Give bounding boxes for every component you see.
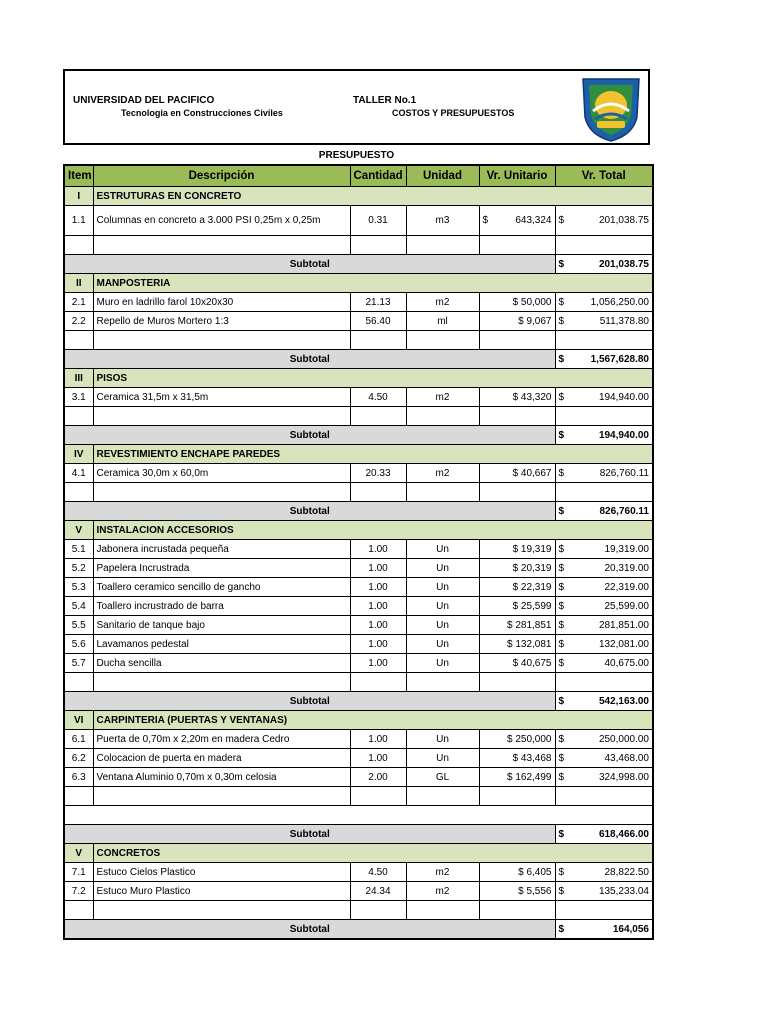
currency-symbol: $ (558, 771, 565, 783)
subtotal-label: Subtotal (64, 502, 555, 521)
currency-symbol: $ (558, 695, 565, 707)
item-number: 5.4 (64, 597, 93, 616)
unit-price-value: 643,324 (515, 215, 552, 226)
item-quantity: 1.00 (350, 654, 406, 673)
item-unit: m3 (406, 206, 479, 236)
col-header-unitario: Vr. Unitario (479, 165, 555, 187)
item-quantity: 1.00 (350, 730, 406, 749)
subtotal-amount: 542,163.00 (598, 695, 649, 707)
subtotal-amount: 618,466.00 (598, 828, 649, 840)
col-header-cantidad: Cantidad (350, 165, 406, 187)
subtotal-amount: 1,567,628.80 (590, 353, 649, 365)
currency-symbol: $ (558, 923, 565, 935)
item-description: Columnas en concreto a 3.000 PSI 0,25m x 0,25m (93, 206, 350, 236)
item-quantity: 21.13 (350, 293, 406, 312)
item-number: 1.1 (64, 206, 93, 236)
item-total (555, 616, 653, 635)
item-unit-price: $ 6,405 (479, 863, 555, 882)
item-quantity: 1.00 (350, 749, 406, 768)
item-description: Estuco Muro Plastico (93, 882, 350, 901)
item-total-value: 194,940.00 (598, 391, 649, 403)
subtotal-label: Subtotal (64, 350, 555, 369)
currency-symbol: $ (558, 657, 565, 669)
item-unit-price: $ 281,851 (479, 616, 555, 635)
item-total-value: 19,319.00 (604, 543, 649, 555)
item-description: Repello de Muros Mortero 1:3 (93, 312, 350, 331)
item-description: Sanitario de tanque bajo (93, 616, 350, 635)
item-unit: Un (406, 540, 479, 559)
item-unit: Un (406, 616, 479, 635)
empty-cell (406, 407, 479, 426)
empty-cell (555, 901, 653, 920)
item-description: Toallero incrustrado de barra (93, 597, 350, 616)
blank-row (64, 483, 653, 502)
item-unit: m2 (406, 464, 479, 483)
item-total-value: 281,851.00 (598, 619, 649, 631)
subtotal-row (64, 920, 653, 940)
item-total (555, 464, 653, 483)
section-number: I (64, 187, 93, 206)
blank-row (64, 806, 653, 825)
item-quantity: 20.33 (350, 464, 406, 483)
item-quantity: 4.50 (350, 863, 406, 882)
item-total (555, 293, 653, 312)
blank-row (64, 673, 653, 692)
item-description: Puerta de 0,70m x 2,20m en madera Cedro (93, 730, 350, 749)
item-total-value: 250,000.00 (598, 733, 649, 745)
item-total (555, 635, 653, 654)
currency-symbol: $ (558, 562, 565, 574)
section-name: ESTRUTURAS EN CONCRETO (93, 187, 653, 206)
subtotal-value (555, 825, 653, 844)
section-number: III (64, 369, 93, 388)
currency-symbol: $ (558, 752, 565, 764)
item-total (555, 597, 653, 616)
currency-symbol: $ (558, 619, 565, 631)
item-description: Muro en ladrillo farol 10x20x30 (93, 293, 350, 312)
item-total-value: 28,822.50 (604, 866, 649, 878)
item-unit-price: $ 40,667 (479, 464, 555, 483)
item-description: Ducha sencilla (93, 654, 350, 673)
item-number: 7.2 (64, 882, 93, 901)
item-description: Ceramica 31,5m x 31,5m (93, 388, 350, 407)
item-total-value: 25,599.00 (604, 600, 649, 612)
budget-table (63, 164, 654, 940)
item-unit-price: $ 20,319 (479, 559, 555, 578)
item-quantity: 1.00 (350, 540, 406, 559)
item-unit-price: $ 250,000 (479, 730, 555, 749)
table-row (64, 635, 653, 654)
currency-symbol: $ (558, 215, 565, 226)
item-total (555, 578, 653, 597)
table-row (64, 863, 653, 882)
empty-cell (479, 673, 555, 692)
section-row (64, 187, 653, 206)
subtotal-amount: 826,760.11 (599, 505, 649, 517)
section-name: MANPOSTERIA (93, 274, 653, 293)
blank-row (64, 331, 653, 350)
item-unit-price: $ 50,000 (479, 293, 555, 312)
section-number: V (64, 521, 93, 540)
item-unit: Un (406, 749, 479, 768)
item-number: 2.2 (64, 312, 93, 331)
empty-cell (64, 407, 93, 426)
section-name: CARPINTERIA (PUERTAS Y VENTANAS) (93, 711, 653, 730)
item-quantity: 1.00 (350, 597, 406, 616)
empty-cell (406, 236, 479, 255)
table-row (64, 464, 653, 483)
empty-cell (350, 236, 406, 255)
currency-symbol: $ (558, 866, 565, 878)
col-header-unidad: Unidad (406, 165, 479, 187)
table-row (64, 749, 653, 768)
table-row (64, 578, 653, 597)
empty-cell (64, 901, 93, 920)
table-row (64, 597, 653, 616)
currency-symbol: $ (558, 429, 565, 441)
empty-cell (93, 901, 350, 920)
table-header-row (64, 165, 653, 187)
subtotal-row (64, 692, 653, 711)
item-unit: m2 (406, 388, 479, 407)
item-unit: Un (406, 730, 479, 749)
item-number: 5.7 (64, 654, 93, 673)
empty-cell (555, 407, 653, 426)
item-description: Colocacion de puerta en madera (93, 749, 350, 768)
item-quantity: 1.00 (350, 635, 406, 654)
item-description: Lavamanos pedestal (93, 635, 350, 654)
item-unit-price: $ 132,081 (479, 635, 555, 654)
empty-cell (64, 236, 93, 255)
subtotal-row (64, 426, 653, 445)
item-unit-price: $ 22,319 (479, 578, 555, 597)
item-total-value: 40,675.00 (604, 657, 649, 669)
item-quantity: 1.00 (350, 578, 406, 597)
section-row (64, 844, 653, 863)
table-row (64, 293, 653, 312)
empty-cell (350, 483, 406, 502)
empty-cell (406, 673, 479, 692)
empty-cell (406, 901, 479, 920)
item-number: 6.3 (64, 768, 93, 787)
empty-cell (64, 331, 93, 350)
table-row (64, 312, 653, 331)
empty-cell (93, 331, 350, 350)
table-row (64, 882, 653, 901)
table-row (64, 388, 653, 407)
currency-symbol: $ (558, 828, 565, 840)
subtotal-row (64, 825, 653, 844)
item-number: 6.1 (64, 730, 93, 749)
subtotal-value (555, 692, 653, 711)
currency-symbol: $ (558, 391, 565, 403)
item-number: 4.1 (64, 464, 93, 483)
section-row (64, 445, 653, 464)
empty-cell (64, 806, 653, 825)
table-row (64, 540, 653, 559)
empty-cell (479, 236, 555, 255)
workshop-title: TALLER No.1 (353, 95, 417, 106)
col-header-item: Item (64, 165, 93, 187)
subtotal-row (64, 502, 653, 521)
subtotal-value (555, 502, 653, 521)
item-total-value: 43,468.00 (604, 752, 649, 764)
document-header (63, 69, 650, 145)
item-description: Estuco Cielos Plastico (93, 863, 350, 882)
item-total (555, 312, 653, 331)
subtotal-value (555, 350, 653, 369)
currency-symbol: $ (558, 467, 565, 479)
table-row (64, 559, 653, 578)
item-unit: ml (406, 312, 479, 331)
blank-row (64, 787, 653, 806)
item-description: Jabonera incrustada pequeña (93, 540, 350, 559)
subtotal-value (555, 426, 653, 445)
course-title: COSTOS Y PRESUPUESTOS (392, 108, 515, 118)
currency-symbol: $ (558, 543, 565, 555)
section-name: CONCRETOS (93, 844, 653, 863)
item-unit-price: $ 5,556 (479, 882, 555, 901)
item-number: 2.1 (64, 293, 93, 312)
empty-cell (64, 787, 93, 806)
currency-symbol: $ (558, 505, 565, 517)
subtotal-label: Subtotal (64, 920, 555, 940)
section-row (64, 711, 653, 730)
item-unit: GL (406, 768, 479, 787)
program-name: Tecnologia en Construcciones Civiles (121, 108, 283, 118)
budget-title: PRESUPUESTO (318, 150, 395, 161)
item-total (555, 863, 653, 882)
item-description: Ceramica 30,0m x 60,0m (93, 464, 350, 483)
item-total (555, 749, 653, 768)
section-name: PISOS (93, 369, 653, 388)
item-number: 3.1 (64, 388, 93, 407)
item-total (555, 654, 653, 673)
item-unit: Un (406, 654, 479, 673)
subtotal-amount: 194,940.00 (598, 429, 649, 441)
section-row (64, 274, 653, 293)
item-unit-price: $ 25,599 (479, 597, 555, 616)
blank-row (64, 407, 653, 426)
item-total (555, 206, 653, 236)
currency-symbol: $ (558, 296, 565, 308)
section-number: IV (64, 445, 93, 464)
item-unit: m2 (406, 863, 479, 882)
empty-cell (350, 407, 406, 426)
subtotal-amount: 164,056 (612, 923, 649, 935)
item-unit-price: $ 162,499 (479, 768, 555, 787)
item-description: Ventana Aluminio 0,70m x 0,30m celosia (93, 768, 350, 787)
item-description: Toallero ceramico sencillo de gancho (93, 578, 350, 597)
item-unit-price: $ 19,319 (479, 540, 555, 559)
subtotal-value (555, 920, 653, 940)
empty-cell (64, 673, 93, 692)
subtotal-row (64, 350, 653, 369)
empty-cell (350, 901, 406, 920)
table-row (64, 768, 653, 787)
section-number: V (64, 844, 93, 863)
item-unit-price: $ 43,320 (479, 388, 555, 407)
item-unit: Un (406, 597, 479, 616)
item-total-value: 201,038.75 (598, 215, 649, 226)
item-total (555, 559, 653, 578)
currency-symbol: $ (558, 581, 565, 593)
empty-cell (406, 331, 479, 350)
empty-cell (555, 673, 653, 692)
currency-symbol: $ (558, 733, 565, 745)
university-name: UNIVERSIDAD DEL PACIFICO (73, 95, 215, 106)
item-number: 5.6 (64, 635, 93, 654)
subtotal-label: Subtotal (64, 426, 555, 445)
empty-cell (555, 787, 653, 806)
col-header-descripcion: Descripción (93, 165, 350, 187)
empty-cell (555, 236, 653, 255)
item-number: 5.3 (64, 578, 93, 597)
empty-cell (406, 787, 479, 806)
empty-cell (93, 787, 350, 806)
empty-cell (64, 483, 93, 502)
item-total-value: 132,081.00 (598, 638, 649, 650)
item-number: 7.1 (64, 863, 93, 882)
section-row (64, 369, 653, 388)
empty-cell (93, 407, 350, 426)
empty-cell (93, 673, 350, 692)
item-total-value: 324,998.00 (598, 771, 649, 783)
empty-cell (350, 673, 406, 692)
currency-symbol: $ (558, 258, 565, 270)
blank-row (64, 901, 653, 920)
empty-cell (479, 407, 555, 426)
item-unit-price (479, 206, 555, 236)
empty-cell (479, 331, 555, 350)
empty-cell (479, 901, 555, 920)
item-unit-price: $ 43,468 (479, 749, 555, 768)
empty-cell (555, 483, 653, 502)
item-quantity: 0.31 (350, 206, 406, 236)
section-name: REVESTIMIENTO ENCHAPE PAREDES (93, 445, 653, 464)
subtotal-amount: 201,038.75 (598, 258, 649, 270)
item-total (555, 388, 653, 407)
section-name: INSTALACION ACCESORIOS (93, 521, 653, 540)
empty-cell (479, 483, 555, 502)
item-unit: m2 (406, 293, 479, 312)
item-total (555, 730, 653, 749)
table-row (64, 654, 653, 673)
item-description: Papelera Incrustrada (93, 559, 350, 578)
section-number: VI (64, 711, 93, 730)
blank-row (64, 236, 653, 255)
empty-cell (406, 483, 479, 502)
currency-symbol: $ (558, 315, 565, 327)
empty-cell (93, 236, 350, 255)
subtotal-label: Subtotal (64, 255, 555, 274)
subtotal-label: Subtotal (64, 825, 555, 844)
item-total (555, 882, 653, 901)
item-unit-price: $ 40,675 (479, 654, 555, 673)
empty-cell (350, 331, 406, 350)
currency-symbol: $ (482, 215, 489, 226)
item-total-value: 511,378.80 (599, 315, 649, 327)
section-number: II (64, 274, 93, 293)
empty-cell (479, 787, 555, 806)
item-quantity: 4.50 (350, 388, 406, 407)
empty-cell (93, 483, 350, 502)
item-number: 5.5 (64, 616, 93, 635)
currency-symbol: $ (558, 353, 565, 365)
empty-cell (555, 331, 653, 350)
item-total-value: 135,233.04 (598, 885, 649, 897)
item-unit-price: $ 9,067 (479, 312, 555, 331)
item-unit: Un (406, 559, 479, 578)
item-total (555, 540, 653, 559)
item-quantity: 1.00 (350, 559, 406, 578)
item-total-value: 826,760.11 (599, 467, 649, 479)
item-quantity: 2.00 (350, 768, 406, 787)
item-total (555, 768, 653, 787)
subtotal-row (64, 255, 653, 274)
item-number: 5.2 (64, 559, 93, 578)
item-number: 5.1 (64, 540, 93, 559)
section-row (64, 521, 653, 540)
item-quantity: 24.34 (350, 882, 406, 901)
subtotal-value (555, 255, 653, 274)
table-row (64, 616, 653, 635)
subtotal-label: Subtotal (64, 692, 555, 711)
item-unit: Un (406, 578, 479, 597)
table-row (64, 730, 653, 749)
item-unit: Un (406, 635, 479, 654)
col-header-total: Vr. Total (555, 165, 653, 187)
item-total-value: 1,056,250.00 (590, 296, 649, 308)
item-total-value: 20,319.00 (604, 562, 649, 574)
item-number: 6.2 (64, 749, 93, 768)
empty-cell (350, 787, 406, 806)
item-total-value: 22,319.00 (604, 581, 649, 593)
item-quantity: 56.40 (350, 312, 406, 331)
currency-symbol: $ (558, 600, 565, 612)
currency-symbol: $ (558, 638, 565, 650)
item-quantity: 1.00 (350, 616, 406, 635)
university-shield-logo (579, 75, 643, 143)
table-row (64, 206, 653, 236)
item-unit: m2 (406, 882, 479, 901)
currency-symbol: $ (558, 885, 565, 897)
